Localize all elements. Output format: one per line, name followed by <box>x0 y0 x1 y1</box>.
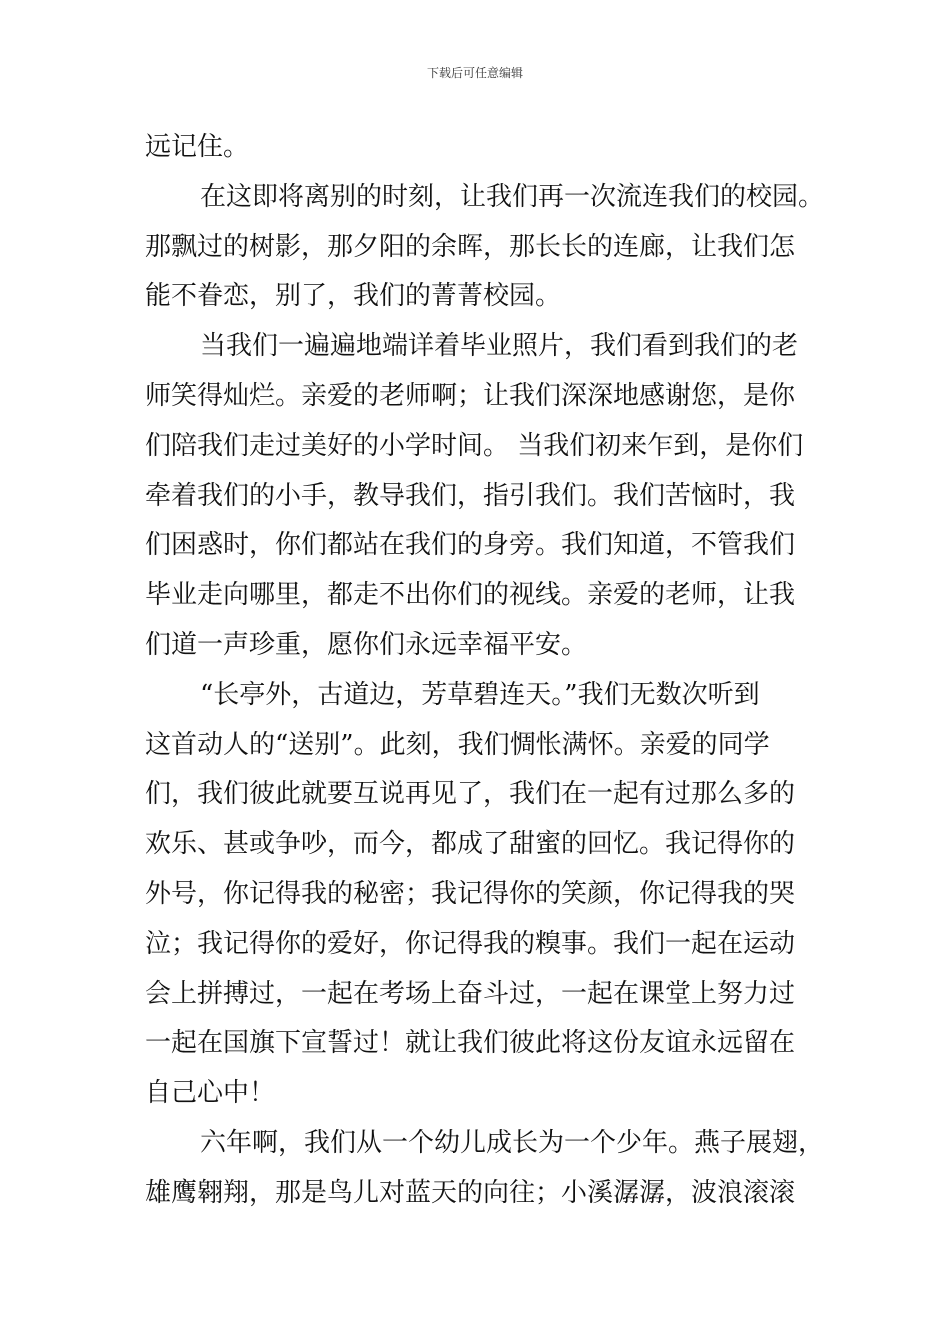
text-line: 那飘过的树影，那夕阳的余晖，那长长的连廊，让我们怎 <box>145 231 796 262</box>
text-line: 一起在国旗下宣誓过！就让我们彼此将这份友谊永远留在 <box>145 1028 796 1059</box>
text-line: 毕业走向哪里，都走不出你们的视线。亲爱的老师，让我 <box>145 580 796 611</box>
text-line: 外号，你记得我的秘密；我记得你的笑颜，你记得我的哭 <box>145 878 796 909</box>
text-line: 雄鹰翱翔，那是鸟儿对蓝天的向往；小溪潺潺，波浪滚滚 <box>145 1177 796 1208</box>
text-line: 自己心中！ <box>145 1078 276 1109</box>
text-line: 们，我们彼此就要互说再见了，我们在一起有过那么多的 <box>145 779 796 810</box>
text-line: 远记住。 <box>145 132 250 162</box>
text-line: 欢乐、甚或争吵，而今，都成了甜蜜的回忆。我记得你的 <box>145 829 796 860</box>
text-line: 们陪我们走过美好的小学时间。 当我们初来乍到，是你们 <box>145 430 804 461</box>
text-line: 们困惑时，你们都站在我们的身旁。我们知道，不管我们 <box>145 530 796 561</box>
text-line: 这首动人的“送别”。此刻，我们惆怅满怀。亲爱的同学 <box>145 729 770 760</box>
text-line: 在这即将离别的时刻，让我们再一次流连我们的校园。 <box>200 181 825 212</box>
document-body <box>145 129 825 1225</box>
text-line: 六年啊，我们从一个幼儿成长为一个少年。燕子展翅， <box>200 1127 825 1158</box>
text-line: 会上拼搏过，一起在考场上奋斗过，一起在课堂上努力过 <box>145 978 796 1009</box>
text-line: 师笑得灿烂。亲爱的老师啊；让我们深深地感谢您，是你 <box>145 380 796 411</box>
page-header: 下载后可任意编辑 <box>426 66 523 80</box>
text-line: 泣；我记得你的爱好，你记得我的糗事。我们一起在运动 <box>145 928 796 959</box>
text-line: 当我们一遍遍地端详着毕业照片，我们看到我们的老 <box>200 331 799 362</box>
text-line: 能不眷恋，别了，我们的菁菁校园。 <box>145 281 562 312</box>
text-line: 们道一声珍重，愿你们永远幸福平安。 <box>145 629 588 660</box>
text-line: 牵着我们的小手，教导我们，指引我们。我们苦恼时，我 <box>145 480 796 511</box>
text-line: “长亭外，古道边，芳草碧连天。”我们无数次听到 <box>200 679 760 710</box>
